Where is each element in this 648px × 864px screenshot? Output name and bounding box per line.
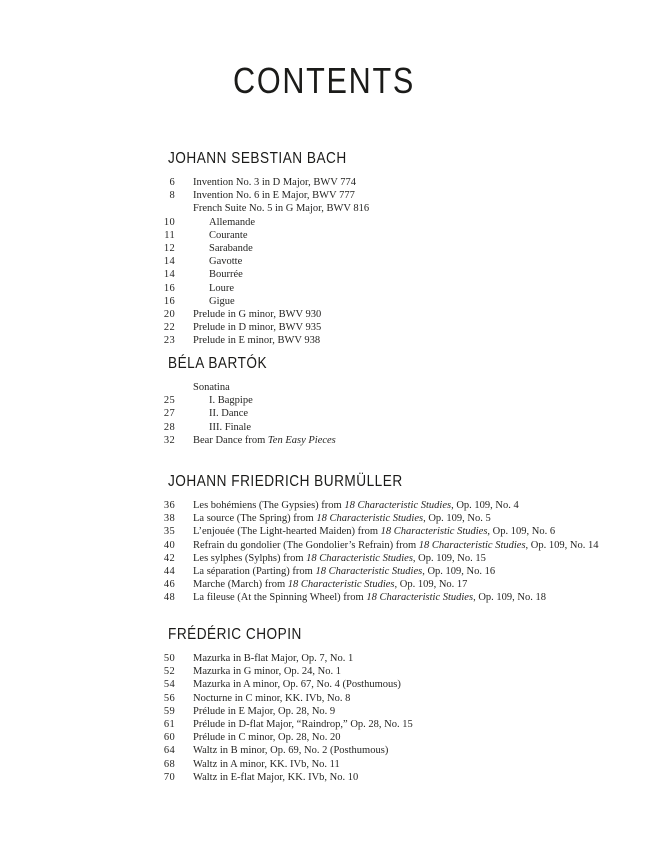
- toc-entry: [0, 295, 648, 308]
- entry-page-number: 44: [163, 566, 175, 578]
- toc-entry: [0, 255, 648, 268]
- toc-entry: [0, 242, 648, 255]
- entry-title: [193, 512, 491, 525]
- entry-page-number: 56: [163, 692, 175, 704]
- entry-title: [193, 176, 356, 189]
- composer-section: [0, 149, 648, 348]
- entry-title-italic-run: Ten Easy Pieces: [267, 434, 336, 446]
- entry-page-number: 46: [163, 579, 175, 591]
- entry-title-run: L’enjouée (The Light-hearted Maiden) from: [193, 526, 381, 538]
- entry-title-italic-run: 18 Characteristic Studies: [315, 566, 423, 578]
- entry-title-run: , Op. 109, No. 16: [422, 566, 496, 578]
- toc-entry: [0, 512, 648, 525]
- entry-title: [209, 268, 243, 281]
- entry-title-run: Bourrée: [209, 269, 243, 281]
- entry-page-number: 14: [163, 256, 175, 268]
- entry-title: [193, 705, 335, 718]
- entry-page-number: [135, 381, 175, 394]
- toc-entry: [0, 381, 648, 394]
- toc-entry: [0, 678, 648, 691]
- composer-section: [0, 354, 648, 447]
- entry-title-italic-run: 18 Characteristic Studies: [344, 500, 452, 511]
- entry-title-run: Waltz in A minor, KK. IVb, No. 11: [193, 758, 340, 770]
- composer-section: [0, 625, 648, 784]
- entry-title: [209, 255, 242, 268]
- entry-title-italic-run: 18 Characteristic Studies: [306, 552, 413, 564]
- toc-entry: [0, 771, 648, 784]
- toc-entry: [0, 282, 648, 295]
- toc-entry: [0, 189, 648, 202]
- toc-entry: [0, 176, 648, 189]
- entry-title: [209, 242, 253, 255]
- toc-entry: [0, 525, 648, 538]
- entry-page-number: 27: [163, 408, 175, 420]
- entry-page-number: 68: [163, 758, 175, 770]
- toc-entry: [0, 731, 648, 744]
- entry-title-run: Waltz in B minor, Op. 69, No. 2 (Posthumous): [193, 745, 389, 757]
- entry-title-run: Mazurka in B-flat Major, Op. 7, No. 1: [193, 653, 354, 664]
- page-title: CONTENTS: [233, 60, 415, 101]
- entry-title: [193, 539, 598, 552]
- entry-page-number: 42: [163, 552, 175, 564]
- toc-entry: [0, 744, 648, 757]
- toc-entry: [0, 268, 648, 281]
- entry-title-run: Waltz in E-flat Major, KK. IVb, No. 10: [193, 771, 359, 783]
- entry-page-number: 50: [163, 653, 175, 664]
- entry-title: [209, 229, 248, 242]
- entry-title-run: La fileuse (At the Spinning Wheel) from: [193, 592, 367, 604]
- entry-page-number: 10: [163, 216, 175, 228]
- entry-title-run: , Op. 109, No. 15: [412, 552, 486, 564]
- toc-entry: [0, 202, 648, 215]
- entry-title-run: Nocturne in C minor, KK. IVb, No. 8: [193, 692, 351, 704]
- entry-page-number: 23: [163, 335, 175, 347]
- entry-page-number: 14: [163, 269, 175, 281]
- entry-page-number: 12: [163, 243, 175, 255]
- toc-entry: [0, 499, 648, 512]
- toc-entry: [0, 334, 648, 347]
- entry-title-italic-run: 18 Characteristic Studies: [366, 592, 474, 604]
- toc-entry: [0, 308, 648, 321]
- toc-entry: [0, 705, 648, 718]
- composer-heading: FRÉDÉRIC CHOPIN: [168, 626, 302, 643]
- entry-title: [193, 434, 336, 447]
- entry-title: [209, 394, 253, 407]
- entry-title-italic-run: 18 Characteristic Studies: [418, 539, 526, 551]
- entry-title: [193, 758, 340, 771]
- entry-title: [193, 578, 467, 591]
- entry-title-run: Bear Dance from: [193, 434, 268, 446]
- toc-entry: [0, 229, 648, 242]
- toc-entry: [0, 718, 648, 731]
- entry-title-run: Gigue: [209, 295, 235, 307]
- toc-entry: [0, 321, 648, 334]
- entry-title-run: Mazurka in G minor, Op. 24, No. 1: [193, 666, 342, 678]
- entry-title: [193, 308, 321, 321]
- entry-page-number: 38: [163, 513, 175, 525]
- entry-title: [209, 295, 235, 308]
- toc-entry: [0, 692, 648, 705]
- entry-title: [193, 731, 340, 744]
- entry-title-run: Loure: [209, 282, 235, 294]
- toc-entry: [0, 578, 648, 591]
- entry-title-run: Prélude in D-flat Major, “Raindrop,” Op. 28, No. 15: [193, 719, 413, 731]
- entry-page-number: 35: [163, 526, 175, 538]
- entry-page-number: 28: [163, 421, 175, 433]
- composer-section: [0, 472, 648, 605]
- entry-title-run: Sarabande: [209, 243, 253, 255]
- entry-title: [209, 282, 234, 295]
- toc-entry: [0, 591, 648, 604]
- entry-title: [193, 744, 388, 757]
- entry-title: [193, 591, 546, 604]
- entry-title-run: III. Finale: [209, 421, 251, 433]
- entry-page-number: 8: [169, 190, 175, 202]
- entry-title-italic-run: 18 Characteristic Studies: [380, 526, 488, 538]
- entry-title: [193, 678, 401, 691]
- entry-title: [193, 692, 350, 705]
- toc-entry: [0, 421, 648, 434]
- entry-title-run: La source (The Spring) from: [193, 513, 317, 525]
- entry-title-run: Courante: [209, 229, 248, 241]
- entry-title: [193, 665, 341, 678]
- entry-title-run: Refrain du gondolier (The Gondolier’s Refrain) from: [193, 539, 419, 551]
- entry-title-run: Sonatina: [193, 382, 230, 393]
- entry-title-italic-run: 18 Characteristic Studies: [316, 513, 424, 525]
- entry-title-run: Les bohémiens (The Gypsies) from: [193, 500, 345, 511]
- composer-heading: JOHANN FRIEDRICH BURMÜLLER: [168, 473, 403, 490]
- entry-page-number: 61: [163, 719, 175, 731]
- entry-title: [193, 718, 413, 731]
- toc-entry: [0, 394, 648, 407]
- entry-title: [193, 202, 369, 215]
- entry-page-number: 32: [163, 434, 175, 446]
- composer-heading: BÉLA BARTÓK: [168, 355, 268, 372]
- entry-title: [193, 321, 321, 334]
- entry-title-run: Les sylphes (Sylphs) from: [193, 552, 307, 564]
- entry-page-number: [135, 202, 175, 215]
- entry-title-run: Prelude in G minor, BWV 930: [193, 309, 322, 321]
- entry-title: [193, 189, 355, 202]
- entry-title: [193, 652, 353, 665]
- entry-title-run: Invention No. 6 in E Major, BWV 777: [193, 190, 355, 202]
- entry-title: [209, 421, 251, 434]
- entry-title: [193, 565, 495, 578]
- entry-page-number: 16: [163, 282, 175, 294]
- entry-title-run: French Suite No. 5 in G Major, BWV 816: [193, 203, 370, 215]
- entry-page-number: 54: [163, 679, 175, 691]
- entry-title-run: Marche (March) from: [193, 579, 288, 591]
- entry-title-italic-run: 18 Characteristic Studies: [287, 579, 395, 591]
- toc-entry: [0, 652, 648, 665]
- entry-title: [193, 381, 230, 394]
- composer-heading: JOHANN SEBSTIAN BACH: [168, 150, 347, 167]
- toc-entry: [0, 539, 648, 552]
- entry-page-number: 25: [163, 395, 175, 407]
- entry-page-number: 48: [163, 592, 175, 604]
- entry-page-number: 60: [163, 732, 175, 744]
- entry-title-run: Allemande: [209, 216, 256, 228]
- entry-title: [193, 771, 358, 784]
- entry-title: [209, 407, 248, 420]
- entry-page-number: 40: [163, 539, 175, 551]
- entry-page-number: 20: [163, 309, 175, 321]
- entry-title: [209, 216, 255, 229]
- entry-title-run: La séparation (Parting) from: [193, 566, 316, 578]
- entry-page-number: 6: [169, 177, 175, 188]
- toc-entry: [0, 552, 648, 565]
- entry-title-run: II. Dance: [209, 408, 249, 420]
- entry-page-number: 52: [163, 666, 175, 678]
- entry-page-number: 59: [163, 705, 175, 717]
- entry-title-run: Prélude in C minor, Op. 28, No. 20: [193, 732, 341, 744]
- entry-title: [193, 499, 519, 512]
- entry-title-run: Prelude in D minor, BWV 935: [193, 322, 322, 334]
- toc-entry: [0, 434, 648, 447]
- entry-title-run: , Op. 109, No. 6: [487, 526, 556, 538]
- entry-page-number: 22: [163, 322, 175, 334]
- entry-title-run: , Op. 109, No. 4: [451, 500, 519, 511]
- entry-title-run: I. Bagpipe: [209, 395, 253, 407]
- toc-entry: [0, 665, 648, 678]
- entry-page-number: 11: [164, 229, 175, 241]
- entry-title-run: , Op. 109, No. 14: [525, 539, 599, 551]
- toc-entry: [0, 758, 648, 771]
- entry-title-run: , Op. 109, No. 17: [394, 579, 468, 591]
- entry-title-run: , Op. 109, No. 18: [473, 592, 546, 604]
- entry-title: [193, 552, 486, 565]
- entry-title-run: Prelude in E minor, BWV 938: [193, 335, 321, 347]
- entry-title-run: Gavotte: [209, 256, 243, 268]
- entry-page-number: 36: [163, 500, 175, 511]
- toc-entry: [0, 216, 648, 229]
- entry-page-number: 16: [163, 295, 175, 307]
- entry-title-run: Mazurka in A minor, Op. 67, No. 4 (Posthumous): [193, 679, 401, 691]
- entry-page-number: 64: [163, 745, 175, 757]
- entry-title-run: , Op. 109, No. 5: [423, 513, 491, 525]
- entry-title-run: Prélude in E Major, Op. 28, No. 9: [193, 705, 336, 717]
- entry-title: [193, 334, 320, 347]
- toc-entry: [0, 565, 648, 578]
- toc-entry: [0, 407, 648, 420]
- entry-title: [193, 525, 555, 538]
- entry-title-run: Invention No. 3 in D Major, BWV 774: [193, 177, 356, 188]
- entry-page-number: 70: [163, 771, 175, 783]
